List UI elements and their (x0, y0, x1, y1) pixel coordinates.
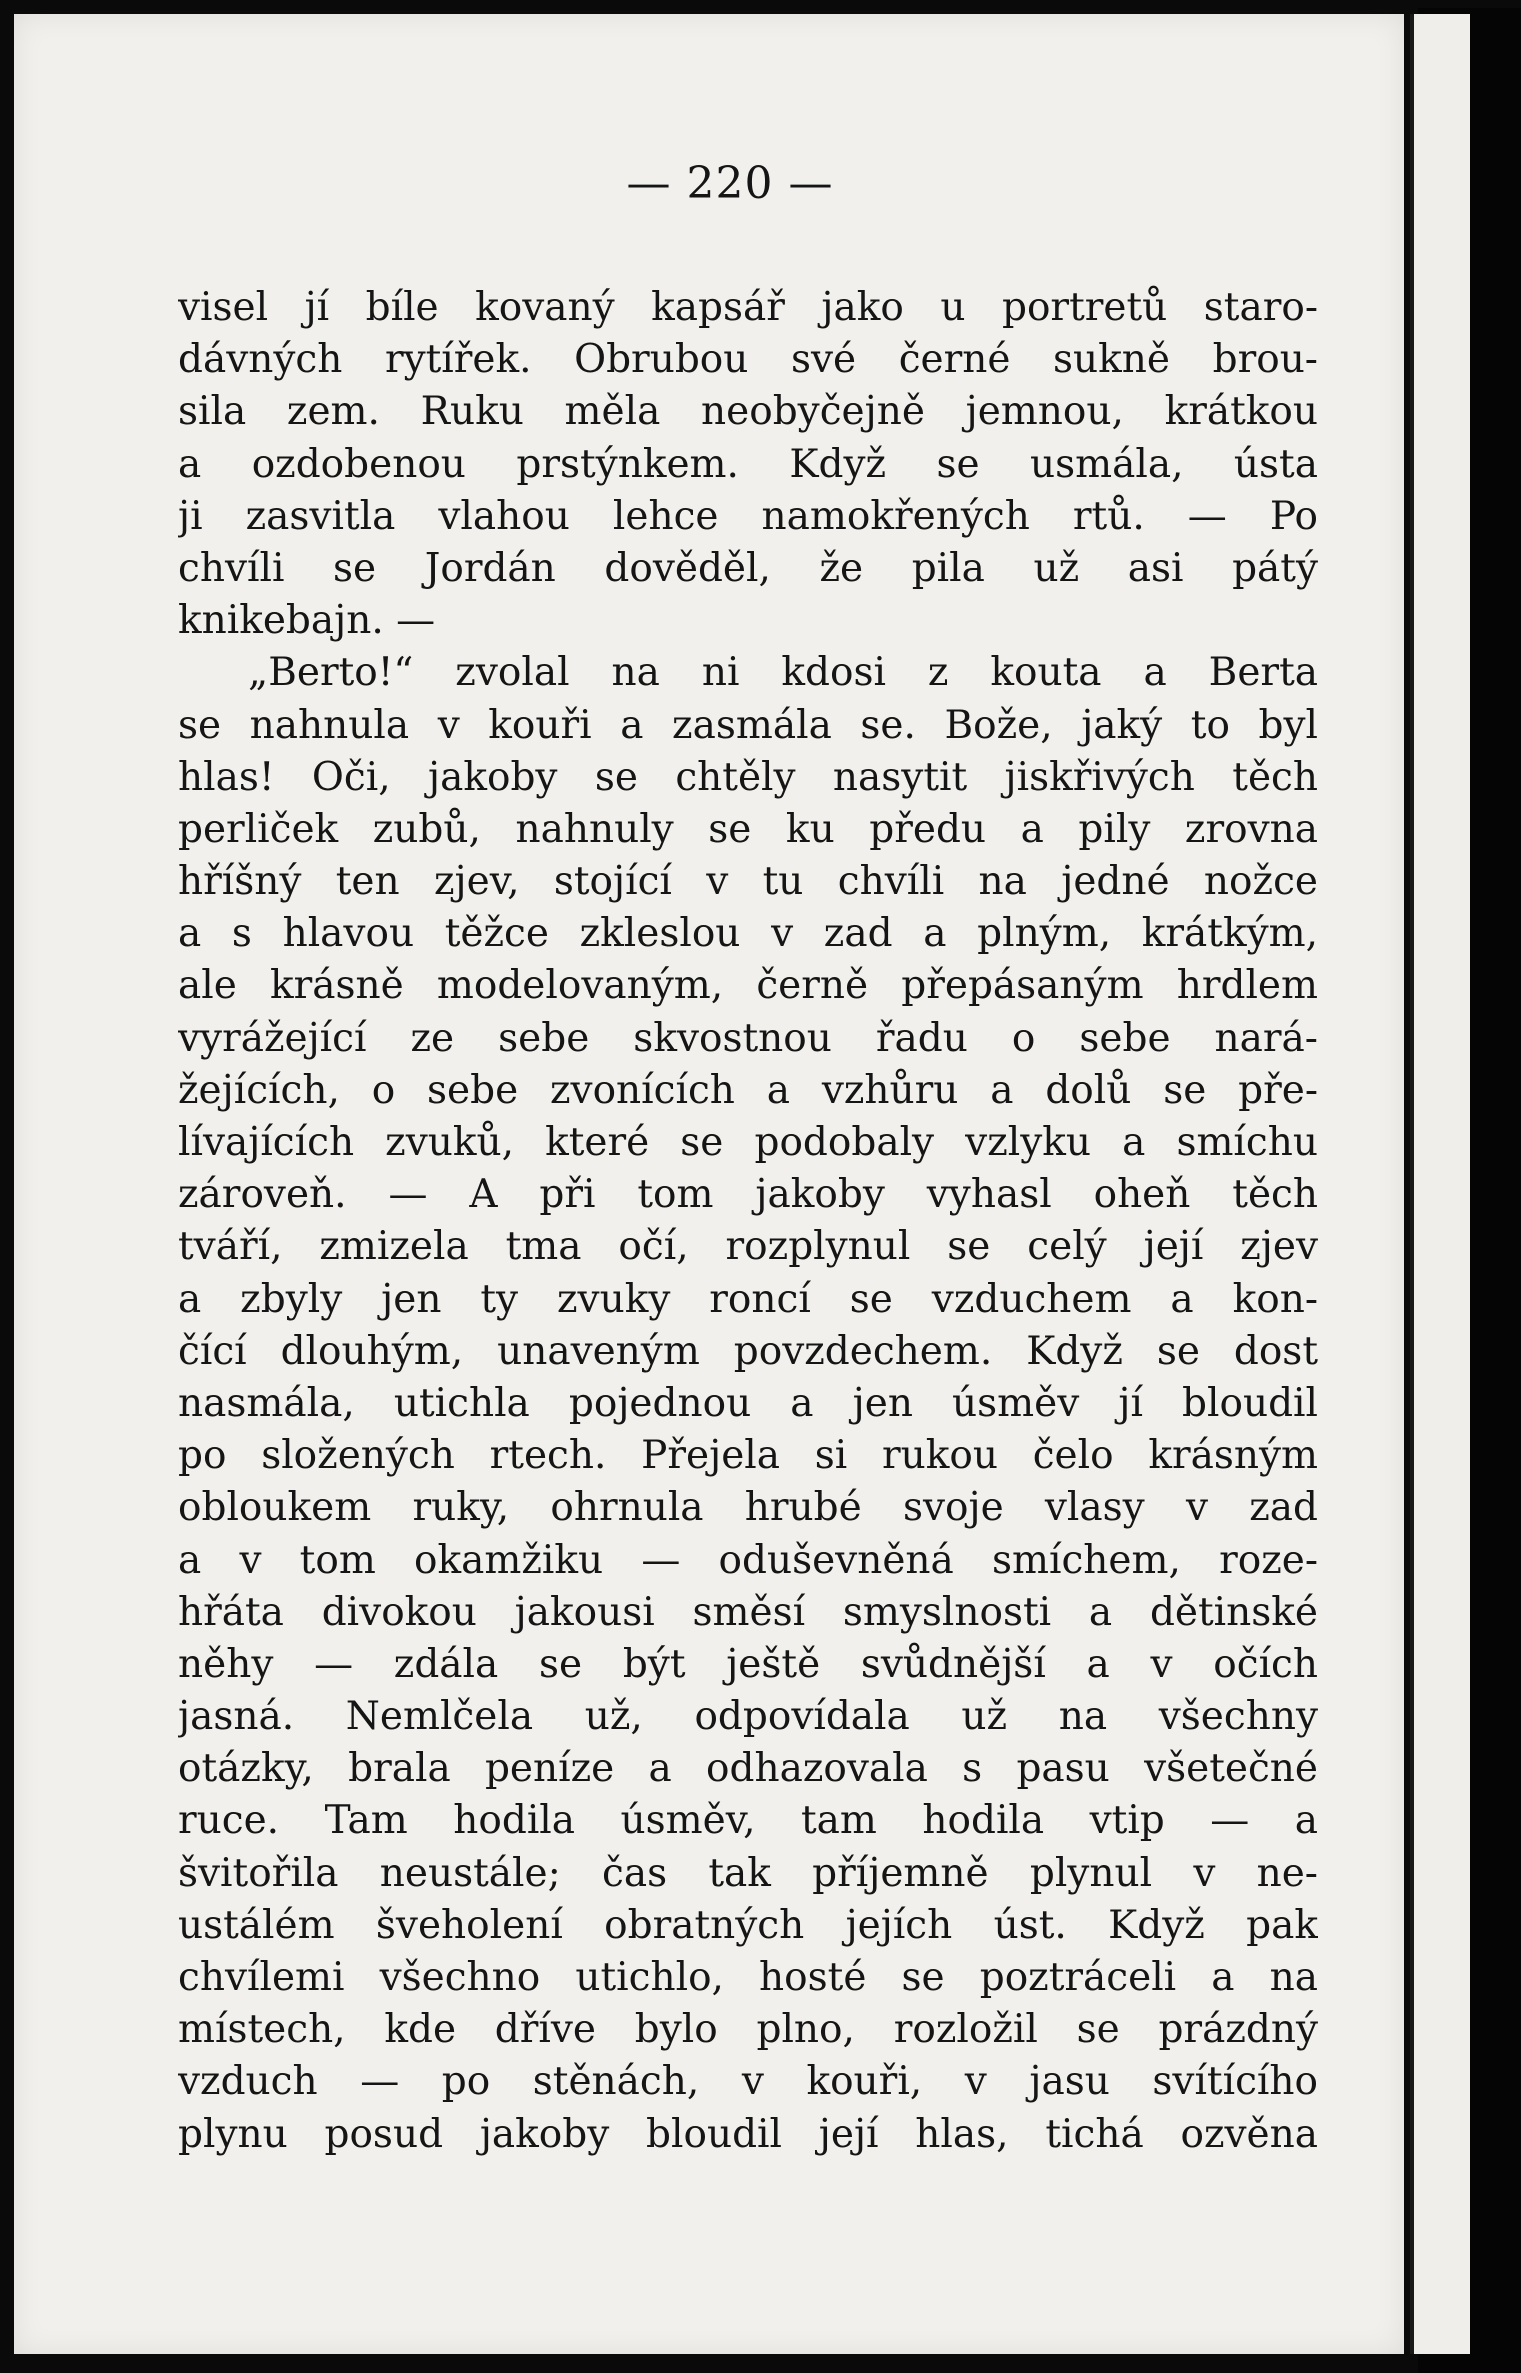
text-line: vyrážející ze sebe skvostnou řadu o sebe nará- (178, 1015, 1318, 1061)
text-line: dávných rytířek. Obrubou své černé sukně brou- (178, 337, 1318, 383)
text-line: nasmála, utichla pojednou a jen úsměv jí bloudil (178, 1380, 1318, 1426)
text-line: vzduch — po stěnách, v kouři, v jasu svítícího (178, 2059, 1318, 2105)
text-line: knikebajn. — (178, 598, 436, 644)
text-line: „Berto!“ zvolal na ni kdosi z kouta a Berta (248, 650, 1318, 696)
text-line: něhy — zdála se být ještě svůdnější a v očích (178, 1641, 1318, 1687)
text-line: lívajících zvuků, které se podobaly vzlyku a smíchu (178, 1120, 1318, 1165)
text-line: chvílemi všechno utichlo, hosté se poztráceli a na (178, 1955, 1318, 2000)
text-line: hříšný ten zjev, stojící v tu chvíli na jedné nožce (178, 859, 1318, 905)
text-line: tváří, zmizela tma očí, rozplynul se celý její zjev (178, 1224, 1318, 1270)
next-page-edge (1410, 14, 1470, 2354)
text-line: se nahnula v kouři a zasmála se. Bože, jaký to byl (178, 702, 1318, 748)
text-line: a zbyly jen ty zvuky roncí se vzduchem a kon- (178, 1276, 1318, 1322)
text-line: žejících, o sebe zvonících a vzhůru a dolů se pře- (178, 1067, 1318, 1113)
text-line: perliček zubů, nahnuly se ku předu a pily zrovna (178, 806, 1318, 852)
text-line: švitořila neustále; čas tak příjemně plynul v ne- (178, 1850, 1318, 1896)
text-line: visel jí bíle kovaný kapsář jako u portretů staro- (178, 285, 1318, 330)
text-line: sila zem. Ruku měla neobyčejně jemnou, krátkou (178, 389, 1318, 435)
text-line: ale krásně modelovaným, černě přepásaným hrdlem (178, 963, 1318, 1009)
text-line: hlas! Oči, jakoby se chtěly nasytit jiskřivých těch (178, 754, 1318, 800)
text-line: ji zasvitla vlahou lehce namokřených rtů. — Po (178, 493, 1318, 539)
text-line: a ozdobenou prstýnkem. Když se usmála, ústa (178, 441, 1318, 487)
page-number: — 220 — (626, 158, 834, 209)
text-line: ustálém šveholení obratných jejích úst. Když pak (178, 1902, 1318, 1948)
text-line: ruce. Tam hodila úsměv, tam hodila vtip — a (178, 1798, 1318, 1844)
text-line: hřáta divokou jakousi směsí smyslnosti a dětinské (178, 1589, 1318, 1635)
text-line: zároveň. — A při tom jakoby vyhasl oheň těch (178, 1172, 1318, 1218)
text-line: otázky, brala peníze a odhazovala s pasu všetečné (178, 1746, 1318, 1792)
text-line: a s hlavou těžce zkleslou v zad a plným, krátkým, (178, 911, 1318, 957)
text-line: jasná. Nemlčela už, odpovídala už na všechny (178, 1694, 1318, 1740)
text-line: čící dlouhým, unaveným povzdechem. Když se dost (178, 1328, 1318, 1374)
body-text (178, 282, 1318, 2161)
text-line: obloukem ruky, ohrnula hrubé svoje vlasy v zad (178, 1485, 1318, 1531)
text-line: chvíli se Jordán dověděl, že pila už asi pátý (178, 545, 1318, 591)
text-line: plynu posud jakoby bloudil její hlas, tichá ozvěna (178, 2111, 1318, 2157)
text-line: po složených rtech. Přejela si rukou čelo krásným (178, 1433, 1318, 1479)
text-line: a v tom okamžiku — oduševněná smíchem, roze- (178, 1537, 1318, 1583)
text-line: místech, kde dříve bylo plno, rozložil se prázdný (178, 2007, 1318, 2053)
